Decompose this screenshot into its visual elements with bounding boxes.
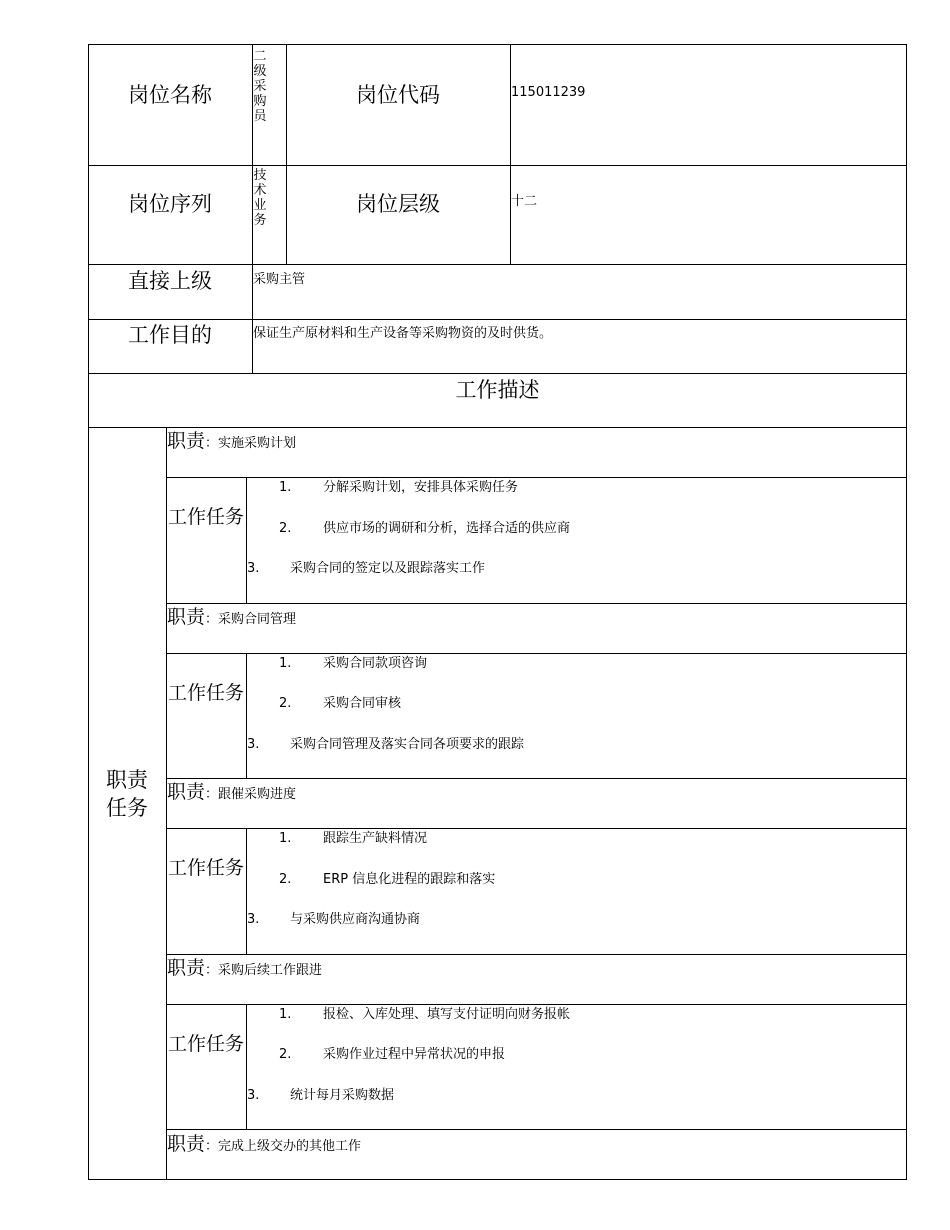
task-number: 1. [279,655,292,671]
duty-text: ：采购合同管理 [205,611,297,627]
post-name-value: 二级采购员 [253,49,267,124]
col-divider [286,44,287,265]
task-number: 3. [247,736,260,752]
duty-prefix: 职责 [167,781,206,803]
duty-header [167,607,296,629]
task-text: 采购合同的签定以及跟踪落实工作 [290,561,486,576]
post-series-label: 岗位序列 [128,192,212,216]
task-col-divider [246,477,247,603]
duty-header [167,431,296,453]
task-text: 与采购供应商沟通协商 [290,912,421,927]
task-text: 跟踪生产缺料情况 [323,831,428,846]
task-text: 采购合同审核 [323,696,402,711]
row-divider [88,373,907,374]
row-divider [88,319,907,320]
task-text: ERP 信息化进程的跟踪和落实 [323,871,496,887]
task-label: 工作任务 [167,506,244,528]
task-col-divider [246,828,247,954]
row-divider [166,954,907,955]
row-divider [166,477,907,478]
supervisor-label: 直接上级 [128,269,212,293]
purpose-value: 保证生产原材料和生产设备等采购物资的及时供货。 [253,326,553,341]
row-divider [166,653,907,654]
task-label: 工作任务 [167,681,244,704]
task-label: 工作任务 [167,1032,244,1055]
row-divider [88,264,907,265]
last-duty-row [167,1134,361,1156]
row-divider [88,427,907,428]
row-divider [166,1129,907,1130]
duty-header [167,958,322,980]
supervisor-value: 采购主管 [253,272,306,287]
post-series-value: 技术业务 [253,168,267,228]
post-level-value: 十二 [511,194,538,209]
task-number: 1. [279,1006,292,1022]
row-divider [166,828,907,829]
task-label: 工作任务 [167,857,244,879]
row-divider [166,778,907,779]
task-number: 3. [247,561,260,576]
duty-header [167,782,296,804]
side-label-text: 职责任务 [106,768,148,820]
task-col-divider [246,1004,247,1130]
duty-prefix: 职责 [167,1133,206,1155]
post-level-label: 岗位层级 [356,192,440,216]
task-number: 1. [279,480,292,495]
row-divider [166,603,907,604]
duty-text: ：实施采购计划 [205,436,297,451]
task-number: 3. [247,912,260,927]
post-code-value: 115011239 [511,85,586,100]
duty-text: ：采购后续工作跟进 [205,962,323,978]
duty-text: ：完成上级交办的其他工作 [205,1139,362,1154]
row-divider [88,165,907,166]
duty-text: ：跟催采购进度 [205,787,297,802]
col-divider [510,44,511,265]
purpose-label: 工作目的 [128,323,212,347]
task-text: 采购作业过程中异常状况的申报 [323,1047,506,1062]
duty-prefix: 职责 [167,956,206,979]
task-number: 2. [279,696,292,711]
task-number: 2. [279,871,292,887]
task-number: 1. [279,831,292,846]
task-text: 采购合同款项咨询 [323,655,428,671]
task-text: 报检、入库处理、填写支付证明向财务报帐 [323,1006,571,1022]
task-number: 2. [279,520,292,536]
side-label [88,766,166,822]
task-text: 供应市场的调研和分析，选择合适的供应商 [323,520,571,536]
duty-prefix: 职责 [167,430,206,452]
description-title: 工作描述 [455,378,540,402]
duty-prefix: 职责 [167,605,206,628]
task-text: 采购合同管理及落实合同各项要求的跟踪 [290,736,525,752]
task-number: 3. [247,1087,260,1103]
post-code-label: 岗位代码 [356,83,440,107]
task-text: 统计每月采购数据 [290,1087,395,1103]
task-number: 2. [279,1047,292,1062]
task-text: 分解采购计划，安排具体采购任务 [323,480,519,495]
post-name-label: 岗位名称 [128,83,212,107]
row-divider [166,1004,907,1005]
task-col-divider [246,653,247,779]
